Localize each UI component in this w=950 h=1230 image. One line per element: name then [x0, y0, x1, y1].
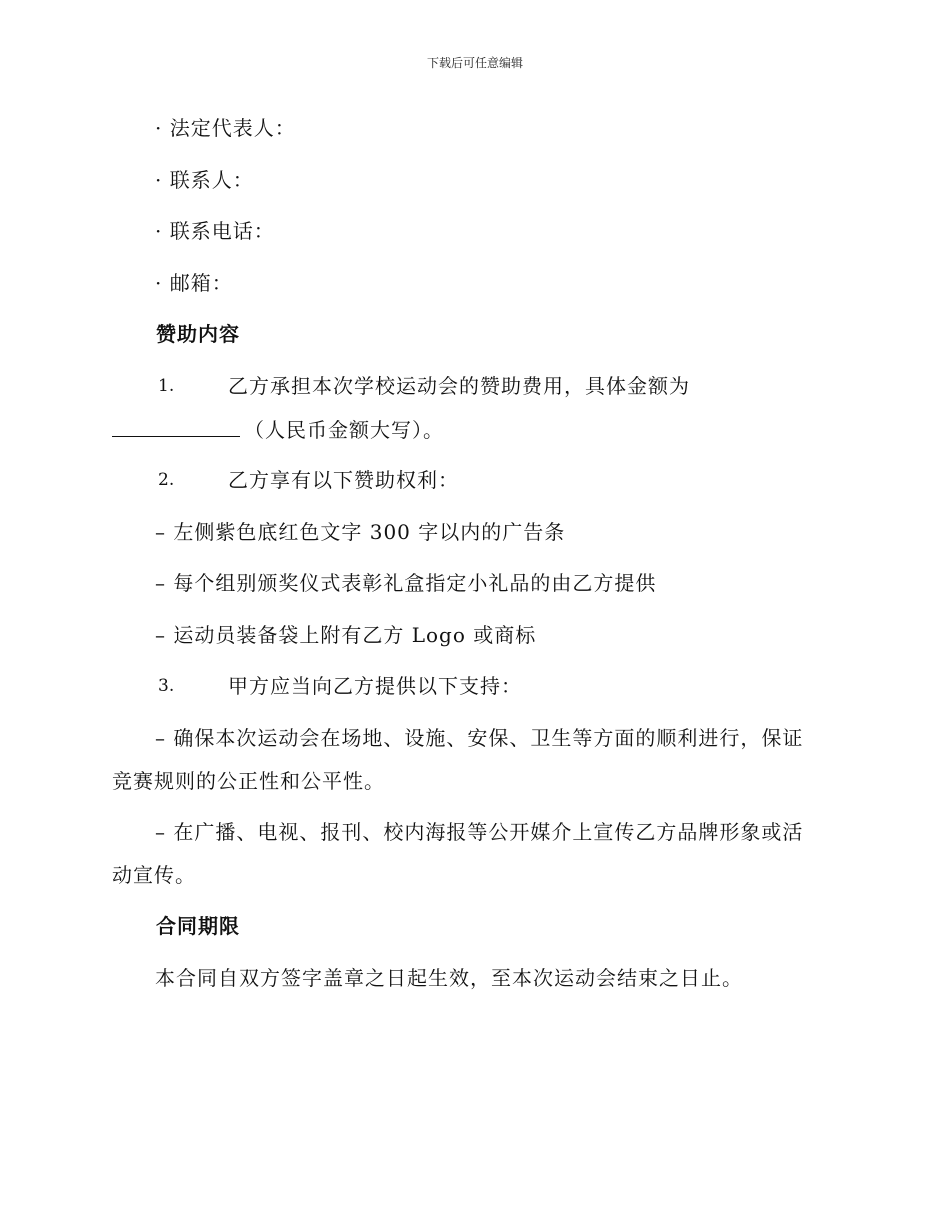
item-3-text: 甲方应当向乙方提供以下支持：: [228, 674, 522, 698]
right-item-logo: – 运动员装备袋上附有乙方 Logo 或商标: [155, 623, 537, 647]
contact-email: · 邮箱：: [155, 271, 233, 295]
item-1-text-line2: （人民币金额大写）。: [112, 416, 444, 444]
page-header: 下载后可任意编辑: [426, 56, 523, 70]
item-2-text: 乙方享有以下赞助权利：: [228, 468, 459, 492]
section-title-term: 合同期限: [156, 914, 240, 938]
term-text: 本合同自双方签字盖章之日起生效，至本次运动会结束之日止。: [155, 966, 743, 990]
item-number-1: 1.: [158, 376, 175, 396]
amount-blank-line: [112, 418, 240, 437]
support-1-line2: 竞赛规则的公正性和公平性。: [112, 769, 385, 793]
contact-legal-representative: · 法定代表人：: [155, 116, 296, 140]
item-number-3: 3.: [158, 676, 175, 696]
section-title-sponsorship: 赞助内容: [156, 322, 240, 346]
support-2-line2: 动宣传。: [112, 863, 196, 887]
support-1-line1: – 确保本次运动会在场地、设施、安保、卫生等方面的顺利进行，保证: [155, 726, 804, 750]
item-number-2: 2.: [158, 470, 175, 490]
contact-phone: · 联系电话：: [155, 219, 275, 243]
right-item-gift: – 每个组别颁奖仪式表彰礼盒指定小礼品的由乙方提供: [155, 571, 657, 595]
item-1-text-line1: 乙方承担本次学校运动会的赞助费用，具体金额为: [228, 374, 690, 398]
right-item-ad-banner: – 左侧紫色底红色文字 300 字以内的广告条: [155, 520, 566, 544]
support-2-line1: – 在广播、电视、报刊、校内海报等公开媒介上宣传乙方品牌形象或活: [155, 820, 804, 844]
contact-person: · 联系人：: [155, 168, 254, 192]
